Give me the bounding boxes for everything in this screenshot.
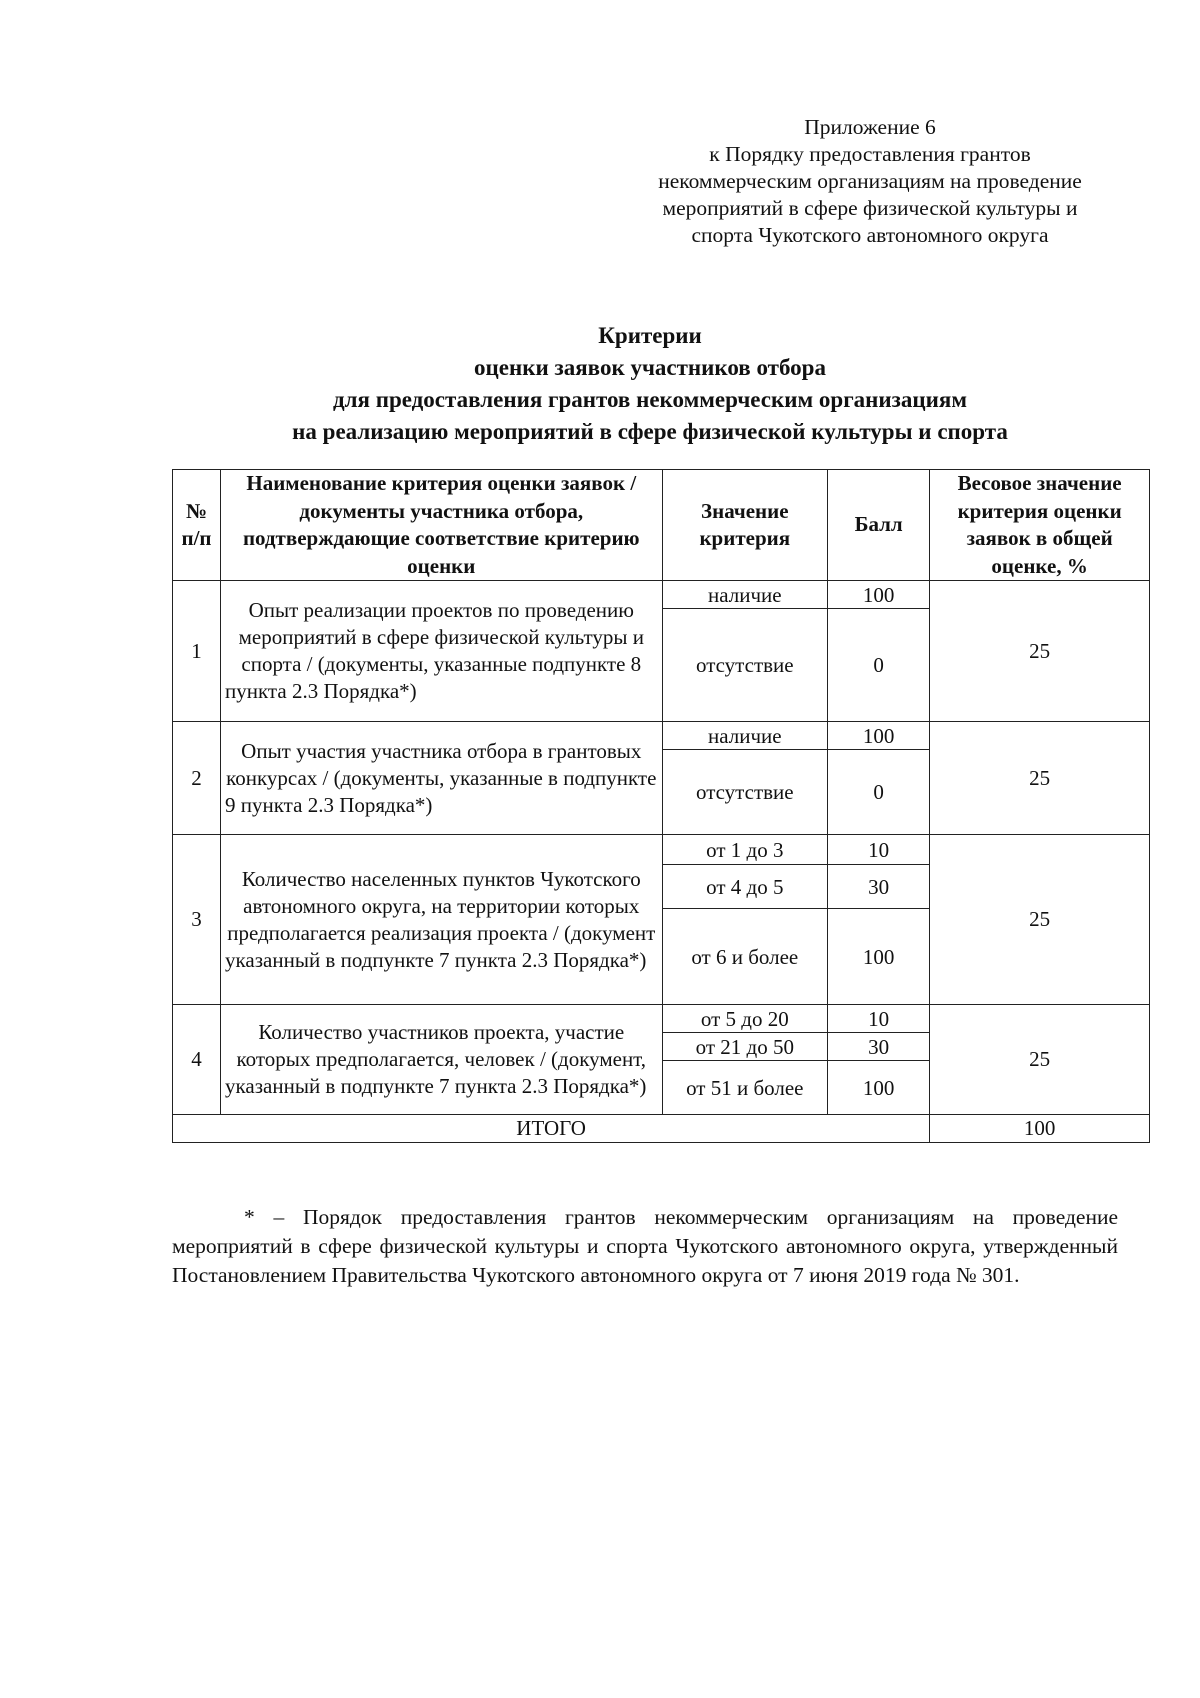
row-weight: 25 [930,581,1150,722]
title-line: Критерии [598,323,702,348]
row-num: 4 [173,1005,221,1115]
option-score: 10 [828,835,930,865]
header-weight: Весовое значение критерия оценки заявок в общей оценке, % [930,470,1150,581]
title-line: для предоставления грантов некоммерческим организациям [332,387,968,412]
option-score: 0 [828,609,930,722]
option-score: 30 [828,1033,930,1061]
row-num: 3 [173,835,221,1005]
option-value: наличие [662,581,828,609]
option-value: от 51 и более [662,1061,828,1115]
option-value: от 5 до 20 [662,1005,828,1033]
annex-line: некоммерческим организациям на проведение [658,169,1082,193]
table-header-row [173,470,1150,581]
row-num: 2 [173,722,221,835]
row-criterion: Количество населенных пунктов Чукотского автономного округа, на территории которых предполагается реализация проекта / (документ указанный в подпункте 7 пункта 2.3 Порядка*) [221,835,662,1005]
table-row [173,722,1150,750]
total-value: 100 [930,1115,1150,1143]
option-value: отсутствие [662,750,828,835]
row-criterion: Опыт участия участника отбора в грантовых конкурсах / (документы, указанные в подпункте 9 пункта 2.3 Порядка*) [221,722,662,835]
option-score: 100 [828,1061,930,1115]
table-row [173,835,1150,865]
row-weight: 25 [930,722,1150,835]
option-score: 30 [828,865,930,909]
document-title [160,320,1140,448]
annex-line: к Порядку предоставления грантов [709,142,1031,166]
header-name: Наименование критерия оценки заявок / документы участника отбора, подтверждающие соответствие критерию оценки [221,470,662,581]
row-criterion: Количество участников проекта, участие которых предполагается, человек / (документ, указанный в подпункте 7 пункта 2.3 Порядка*) [221,1005,662,1115]
option-score: 100 [828,581,930,609]
option-score: 10 [828,1005,930,1033]
option-value: от 4 до 5 [662,865,828,909]
option-value: отсутствие [662,609,828,722]
header-num: № п/п [173,470,221,581]
option-score: 0 [828,750,930,835]
row-num: 1 [173,581,221,722]
row-weight: 25 [930,1005,1150,1115]
total-row [173,1115,1150,1143]
annex-line: спорта Чукотского автономного округа [691,223,1049,247]
option-value: от 6 и более [662,909,828,1005]
table-row [173,1005,1150,1033]
annex-line: Приложение 6 [804,115,936,139]
table-row [173,581,1150,609]
annex-header [630,114,1110,249]
option-value: наличие [662,722,828,750]
row-weight: 25 [930,835,1150,1005]
option-score: 100 [828,909,930,1005]
total-label: ИТОГО [173,1115,930,1143]
header-score: Балл [828,470,930,581]
title-line: на реализацию мероприятий в сфере физической культуры и спорта [292,419,1008,444]
option-value: от 21 до 50 [662,1033,828,1061]
option-value: от 1 до 3 [662,835,828,865]
row-criterion: Опыт реализации проектов по проведению мероприятий в сфере физической культуры и спорта / (документы, указанные подпункте 8 пункта 2.3 Порядка*) [221,581,662,722]
option-score: 100 [828,722,930,750]
header-value: Значение критерия [662,470,828,581]
title-line: оценки заявок участников отбора [474,355,826,380]
criteria-table [172,469,1150,1143]
footnote: * – Порядок предоставления грантов некоммерческим организациям на проведение мероприятий в сфере физической культуры и спорта Чукотского автономного округа, утвержденный Постановлением Правительства Чукотского автономного округа от 7 июня 2019 года № 301. [172,1205,1118,1287]
annex-line: мероприятий в сфере физической культуры и [662,196,1078,220]
